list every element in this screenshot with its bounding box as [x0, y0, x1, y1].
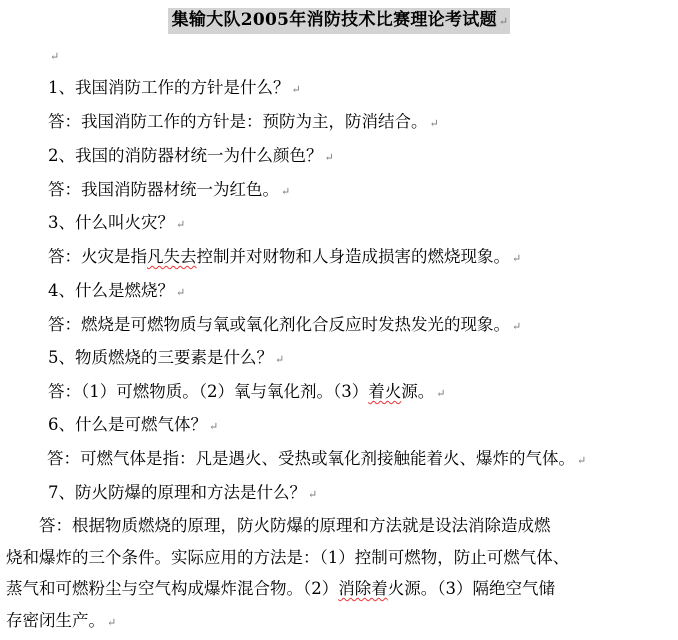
paragraph-mark-icon: ↵	[577, 454, 587, 467]
question-4: 4、什么是燃烧？ ↵	[48, 281, 186, 300]
paragraph-mark-icon: ↵	[107, 615, 117, 629]
paragraph-mark-icon: ↵	[436, 387, 446, 400]
answer-2: 答：我国消防器材统一为红色。 ↵	[48, 180, 291, 199]
paragraph-mark-icon: ↵	[324, 151, 334, 164]
paragraph-mark-icon: ↵	[512, 252, 522, 265]
answer-4: 答：燃烧是可燃物质与氧或氧化剂化合反应时发热发光的现象。 ↵	[48, 315, 522, 334]
paragraph-mark-icon: ↵	[176, 286, 186, 299]
paragraph-mark-icon: ↵	[209, 420, 219, 433]
paragraph-mark-icon: ↵	[512, 320, 522, 333]
paragraph-mark-icon: ↵	[291, 83, 301, 96]
paragraph-mark-icon: ↵	[308, 488, 318, 501]
spellcheck-flag: 消除着	[338, 579, 388, 599]
spellcheck-flag: 着火	[368, 382, 402, 401]
answer-3: 答：火灾是指凡失去控制并对财物和人身造成损害的燃烧现象。 ↵	[48, 247, 522, 266]
paragraph-mark-icon: ↵	[176, 218, 186, 231]
paragraph-mark-icon: ↵	[275, 353, 285, 366]
answer-7	[6, 510, 670, 638]
answer-1: 答：我国消防工作的方针是：预防为主，防消结合。 ↵	[48, 112, 439, 131]
answer-7-line-1: 答：根据物质燃烧的原理，防火防爆的原理和方法就是设法消除造成燃	[6, 516, 551, 535]
question-7: 7、防火防爆的原理和方法是什么？ ↵	[48, 483, 318, 502]
spellcheck-flag: 凡失去	[147, 247, 197, 266]
question-5: 5、物质燃烧的三要素是什么？ ↵	[48, 348, 285, 367]
title-wrap	[0, 8, 678, 34]
empty-paragraph-mark-icon: ↵	[50, 50, 60, 63]
question-1: 1、我国消防工作的方针是什么？ ↵	[48, 78, 301, 97]
answer-7-line-2: 烧和爆炸的三个条件。实际应用的方法是：（1）控制可燃物，防止可燃气体、	[6, 547, 570, 567]
answer-5: 答：（1）可燃物质。（2）氧与氧化剂。（3）着火源。 ↵	[48, 382, 446, 401]
answer-6: 答：可燃气体是指：凡是遇火、受热或氧化剂接触能着火、爆炸的气体。 ↵	[47, 449, 587, 468]
document-title	[168, 8, 511, 34]
question-2: 2、我国的消防器材统一为什么颜色？ ↵	[48, 146, 334, 165]
answer-7-line-3: 蒸气和可燃粉尘与空气构成爆炸混合物。（2）消除着火源。（3）隔绝空气储	[6, 579, 555, 599]
answer-7-line-4: 存密闭生产。 ↵	[6, 610, 117, 630]
question-3: 3、什么叫火灾？ ↵	[48, 213, 186, 232]
document-title-text: 集输大队2005年消防技术比赛理论考试题	[171, 10, 497, 30]
paragraph-mark-icon: ↵	[498, 15, 509, 28]
paragraph-mark-icon: ↵	[281, 185, 291, 198]
paragraph-mark-icon: ↵	[429, 117, 439, 130]
question-6: 6、什么是可燃气体？ ↵	[48, 415, 219, 434]
